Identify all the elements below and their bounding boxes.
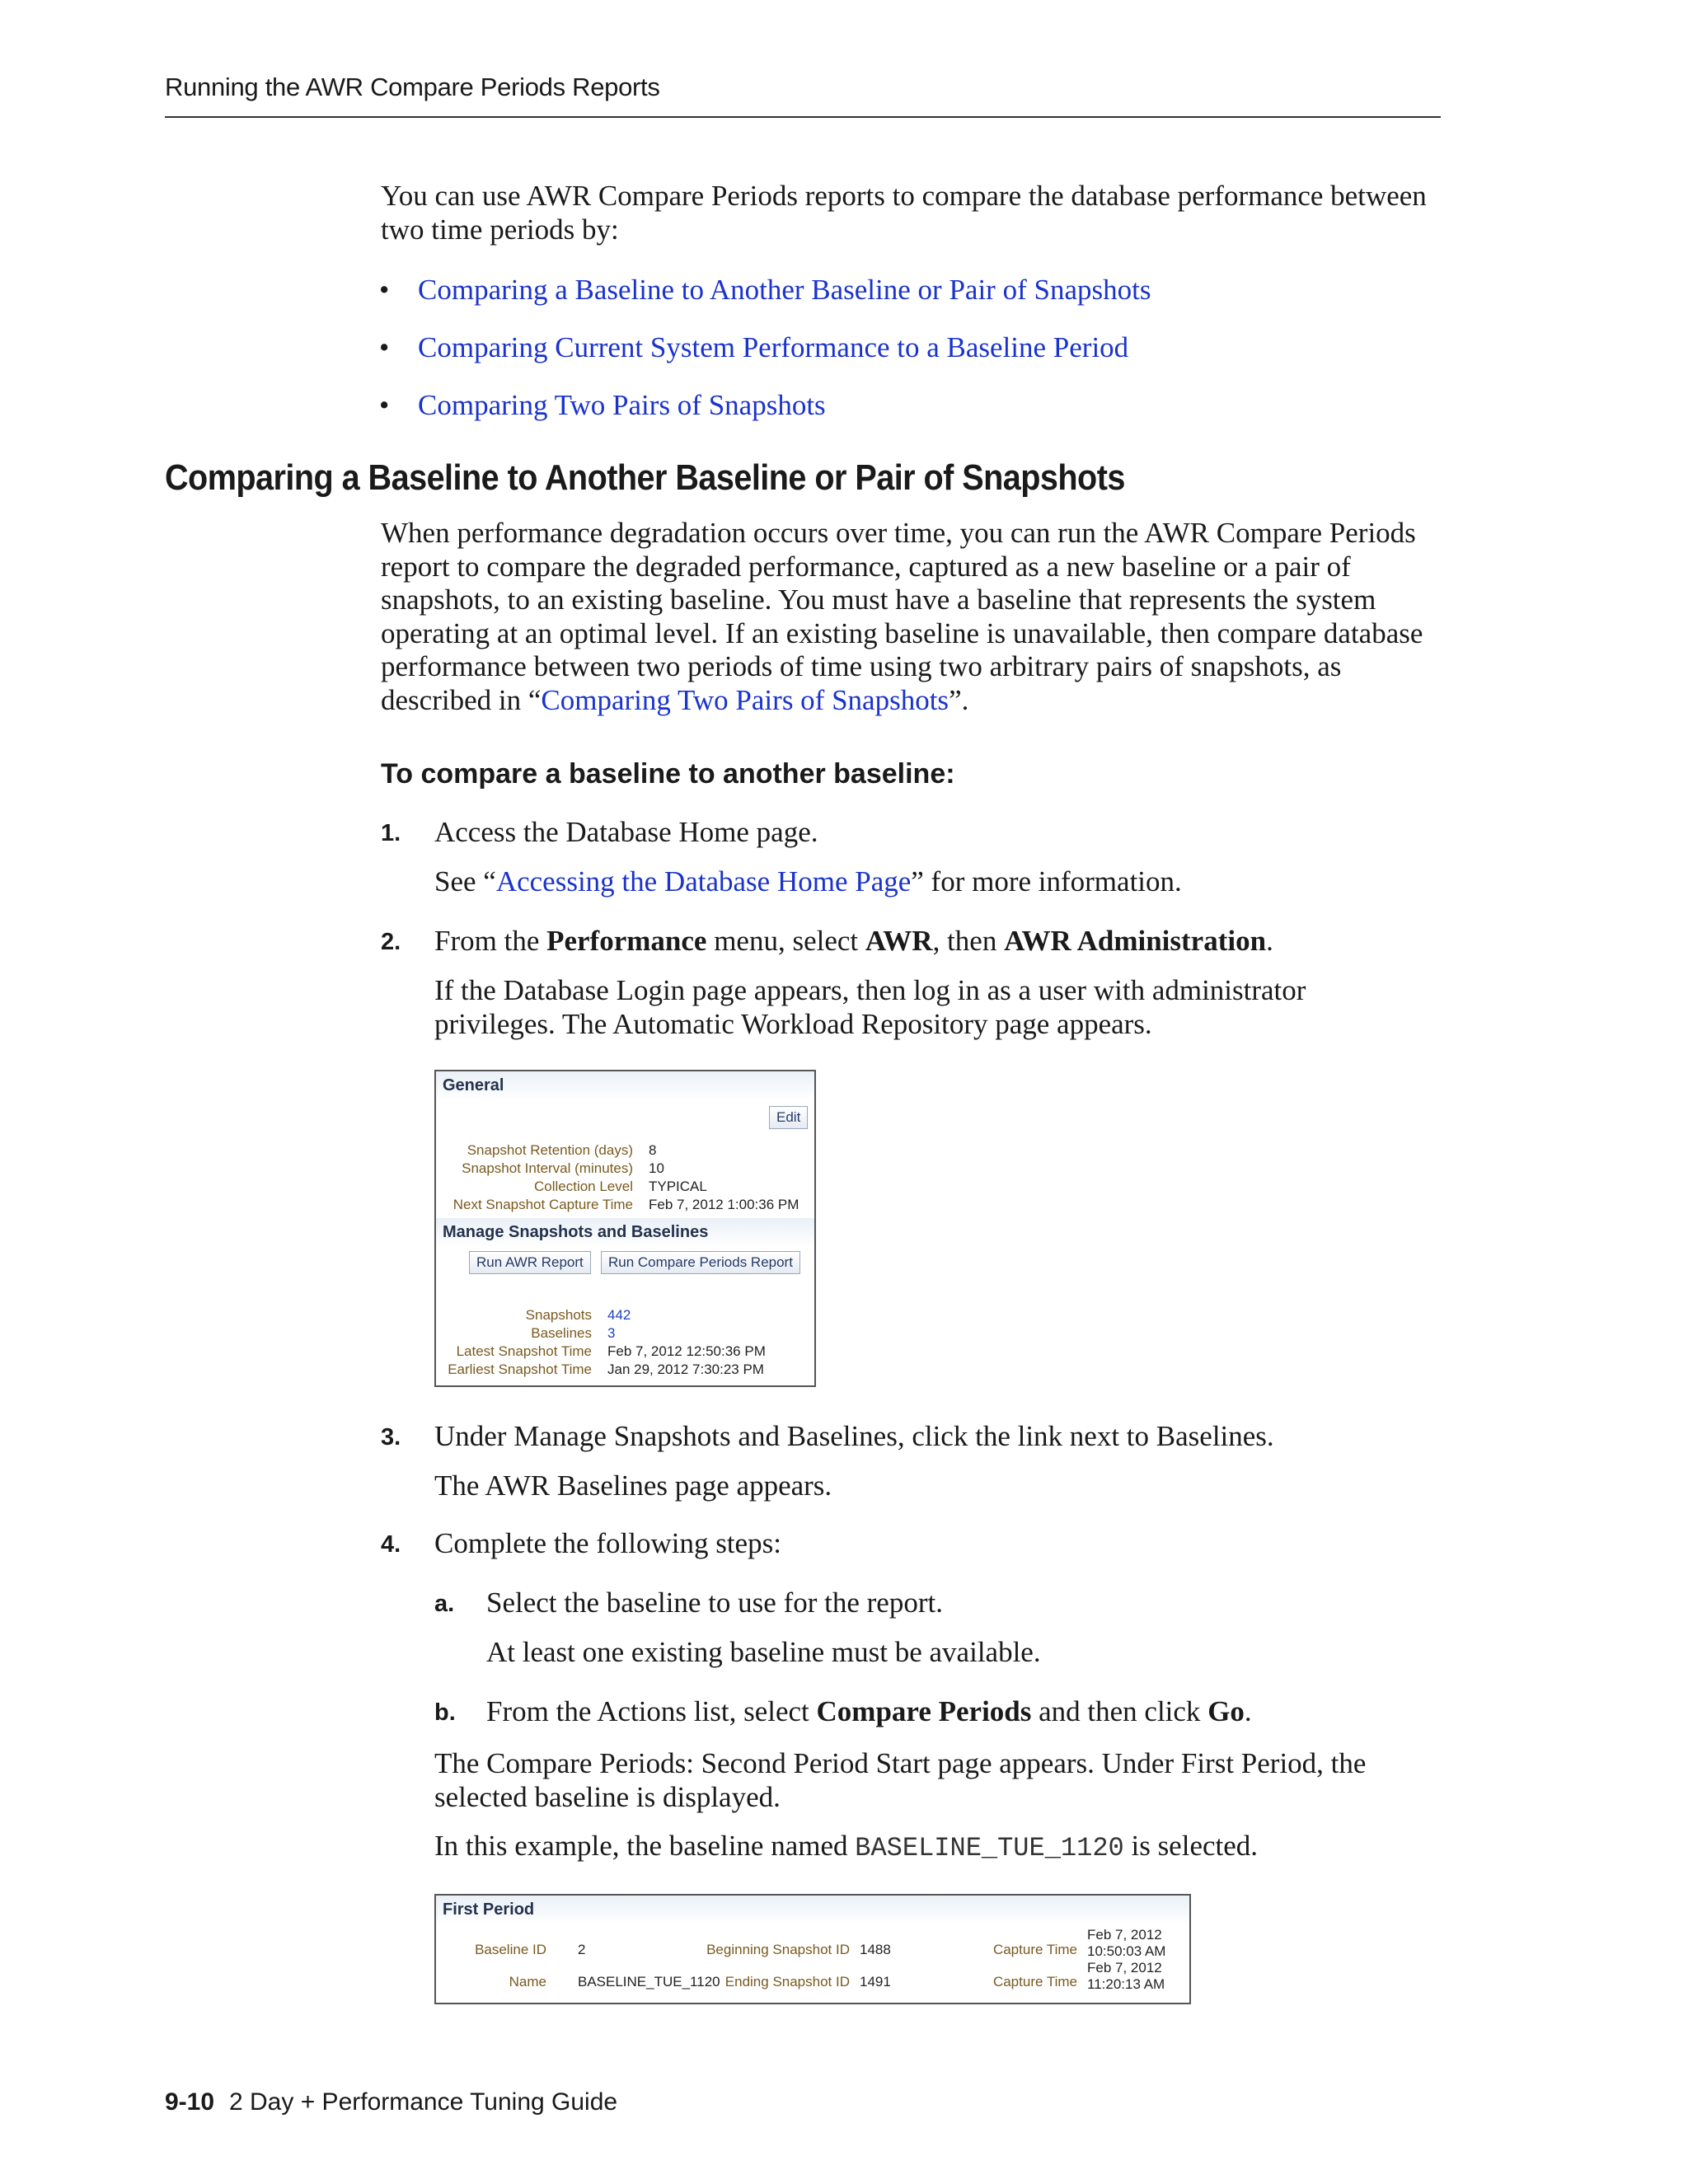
ending-snapshot-value: 1491: [860, 1974, 891, 1990]
substep-a-text: Select the baseline to use for the report.: [486, 1586, 943, 1619]
step-2-note: If the Database Login page appears, then log in as a user with administrator privileges. The Automatic Workload Repository page appears.: [434, 974, 1306, 1040]
footer-book-title: 2 Day + Performance Tuning Guide: [229, 2088, 618, 2116]
next-capture-label: Next Snapshot Capture Time: [452, 1197, 633, 1212]
first-period-heading: First Period: [436, 1896, 1189, 1924]
substep-a-note: At least one existing baseline must be available.: [486, 1636, 1041, 1668]
menu-performance: Performance: [546, 925, 707, 957]
interval-label: Snapshot Interval (minutes): [462, 1160, 633, 1176]
step-4-text: Complete the following steps:: [434, 1527, 781, 1559]
menu-awr: AWR: [865, 925, 933, 957]
retention-label: Snapshot Retention (days): [467, 1142, 633, 1158]
text-run: .: [1266, 925, 1273, 957]
text-run: In this example, the baseline named: [434, 1830, 856, 1862]
procedure-subhead: To compare a baseline to another baseline:: [381, 758, 955, 790]
earliest-snapshot-value: Jan 29, 2012 7:30:23 PM: [607, 1361, 764, 1377]
baselines-link[interactable]: 3: [607, 1325, 616, 1341]
awr-general-panel: [434, 1070, 816, 1387]
capture-date: Feb 7, 2012: [1087, 1960, 1162, 1975]
step-number: 3.: [381, 1424, 401, 1451]
example-paragraph: [434, 1830, 1258, 1866]
text-run: is selected.: [1123, 1830, 1259, 1862]
capture-time-label: Capture Time: [992, 1942, 1077, 1957]
collection-level-label: Collection Level: [533, 1179, 633, 1194]
bullet-dot: •: [379, 389, 390, 421]
snapshots-label: Snapshots: [525, 1307, 592, 1323]
text-run: From the: [434, 925, 547, 957]
name-value: BASELINE_TUE_1120: [578, 1974, 720, 1990]
name-label: Name: [509, 1974, 546, 1990]
baseline-id-value: 2: [578, 1942, 586, 1957]
manage-heading: Manage Snapshots and Baselines: [436, 1218, 814, 1247]
bullet-item: [379, 389, 826, 422]
link-compare-two-pairs[interactable]: Comparing Two Pairs of Snapshots: [418, 389, 826, 421]
ending-snapshot-label: Ending Snapshot ID: [724, 1974, 850, 1990]
text-run: , then: [932, 925, 1005, 957]
link-database-home[interactable]: Accessing the Database Home Page: [495, 865, 912, 898]
step-number: 2.: [381, 929, 401, 955]
capture-time-value: [1087, 1960, 1165, 1993]
retention-value: 8: [649, 1142, 657, 1158]
footer-page-number: 9-10: [165, 2088, 215, 2116]
earliest-snapshot-label: Earliest Snapshot Time: [448, 1361, 592, 1377]
step-1-see: [434, 865, 1182, 899]
next-capture-value: Feb 7, 2012 1:00:36 PM: [649, 1197, 799, 1212]
run-compare-periods-button[interactable]: Run Compare Periods Report: [601, 1251, 800, 1274]
beginning-snapshot-label: Beginning Snapshot ID: [706, 1942, 850, 1957]
step-3-text: Under Manage Snapshots and Baselines, click the link next to Baselines.: [434, 1420, 1274, 1452]
collection-level-value: TYPICAL: [649, 1179, 707, 1194]
run-awr-report-button[interactable]: Run AWR Report: [469, 1251, 591, 1274]
general-heading: General: [436, 1071, 814, 1100]
link-two-pairs-inline[interactable]: Comparing Two Pairs of Snapshots: [541, 683, 950, 716]
bullet-item: [379, 331, 1128, 364]
baseline-name-code: BASELINE_TUE_1120: [855, 1833, 1124, 1863]
capture-time-label: Capture Time: [992, 1974, 1077, 1990]
snapshots-link[interactable]: 442: [607, 1307, 631, 1323]
running-header: Running the AWR Compare Periods Reports: [165, 73, 660, 101]
action-compare-periods: Compare Periods: [816, 1695, 1032, 1727]
step-2-text: [434, 925, 1273, 958]
capture-clock: 11:20:13 AM: [1087, 1976, 1165, 1992]
capture-time-value: [1087, 1927, 1165, 1960]
bullet-item: [379, 274, 1151, 307]
text-run: menu, select: [706, 925, 865, 957]
bullet-dot: •: [379, 331, 390, 363]
capture-date: Feb 7, 2012: [1087, 1927, 1162, 1943]
bullet-dot: •: [379, 274, 390, 306]
substep-letter: b.: [434, 1699, 456, 1726]
latest-snapshot-label: Latest Snapshot Time: [456, 1343, 592, 1359]
after-b-paragraph: The Compare Periods: Second Period Start page appears. Under First Period, the selected baseline is displayed.: [434, 1747, 1367, 1813]
header-rule: [165, 116, 1441, 118]
section-title: Comparing a Baseline to Another Baseline or Pair of Snapshots: [165, 457, 1125, 498]
menu-awr-administration: AWR Administration: [1004, 925, 1267, 957]
baselines-label: Baselines: [531, 1325, 592, 1341]
section-para-text: When performance degradation occurs over time, you can run the AWR Compare Periods report to compare the degraded performance, captured as a new baseline or a pair of snapshots, to an existing baseline. You must have a baseline that represents the system operating at an optimal level. If an existing baseline is unavailable, then compare database performance between two periods of time using two arbitrary pairs of snapshots, as described in “: [381, 517, 1423, 716]
step-3-note: The AWR Baselines page appears.: [434, 1469, 832, 1502]
see-post: ” for more information.: [911, 865, 1182, 898]
step-number: 1.: [381, 820, 401, 846]
see-pre: See “: [434, 865, 496, 898]
capture-clock: 10:50:03 AM: [1087, 1943, 1166, 1959]
text-run: and then click: [1031, 1695, 1208, 1727]
baseline-id-label: Baseline ID: [475, 1942, 546, 1957]
step-number: 4.: [381, 1531, 401, 1558]
beginning-snapshot-value: 1488: [860, 1942, 891, 1957]
edit-button[interactable]: Edit: [769, 1106, 808, 1129]
step-1-text: Access the Database Home page.: [434, 816, 818, 848]
substep-b-text: [486, 1695, 1252, 1729]
substep-letter: a.: [434, 1591, 455, 1617]
action-go: Go: [1207, 1695, 1245, 1727]
latest-snapshot-value: Feb 7, 2012 12:50:36 PM: [607, 1343, 766, 1359]
intro-paragraph: You can use AWR Compare Periods reports to compare the database performance between two time periods by:: [381, 180, 1427, 246]
text-run: From the Actions list, select: [486, 1695, 817, 1727]
first-period-panel: [434, 1894, 1191, 2004]
link-compare-current[interactable]: Comparing Current System Performance to a Baseline Period: [418, 331, 1129, 363]
section-paragraph: [381, 517, 1444, 717]
link-compare-baselines[interactable]: Comparing a Baseline to Another Baseline or Pair of Snapshots: [418, 274, 1151, 306]
section-para-end: ”.: [949, 683, 969, 716]
text-run: .: [1244, 1695, 1252, 1727]
interval-value: 10: [649, 1160, 664, 1176]
